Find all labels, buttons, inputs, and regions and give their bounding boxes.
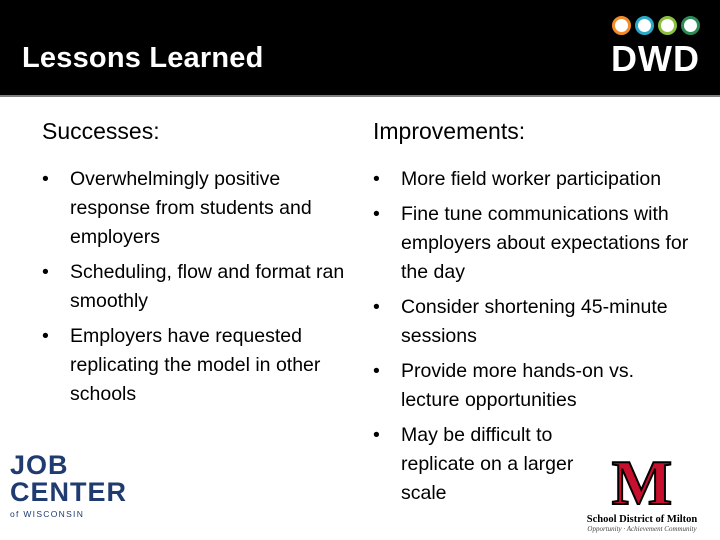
list-item: • Employers have requested replicating the model in other schools <box>42 322 352 409</box>
job-center-sub: of WISCONSIN <box>10 509 85 519</box>
milton-school-logo <box>583 447 701 534</box>
person-icon <box>635 16 654 35</box>
successes-list <box>42 165 352 409</box>
job-center-line2: CENTER <box>10 477 128 507</box>
job-center-logo <box>10 450 128 532</box>
dwd-logo-text: DWD <box>611 38 700 79</box>
successes-heading: Successes: <box>42 118 160 144</box>
forward-arrow-icon <box>681 16 700 35</box>
successes-column <box>42 118 352 415</box>
milton-name: School District of Milton <box>586 514 698 525</box>
list-item: • Scheduling, flow and format ran smoothly <box>42 258 352 316</box>
logo-dots <box>608 16 700 35</box>
slide-title: Lessons Learned <box>22 42 264 74</box>
list-item: • Consider shortening 45-minute sessions <box>373 293 693 351</box>
milton-tagline: Opportunity · Achievement Community <box>587 525 697 533</box>
job-center-line1: JOB <box>10 450 69 480</box>
list-item: • Fine tune communications with employers about expectations for the day <box>373 200 693 287</box>
header-bar <box>0 0 720 97</box>
dwd-logo <box>608 16 700 86</box>
milton-m-letter: M <box>611 447 673 518</box>
list-item: • More field worker participation <box>373 165 693 194</box>
list-item: • Overwhelmingly positive response from students and employers <box>42 165 352 252</box>
improvements-heading: Improvements: <box>373 118 526 144</box>
group-icon <box>658 16 677 35</box>
list-item: • May be difficult to replicate on a larger scale <box>373 421 601 508</box>
wisconsin-state-icon <box>612 16 631 35</box>
list-item: • Provide more hands-on vs. lecture opportunities <box>373 357 693 415</box>
